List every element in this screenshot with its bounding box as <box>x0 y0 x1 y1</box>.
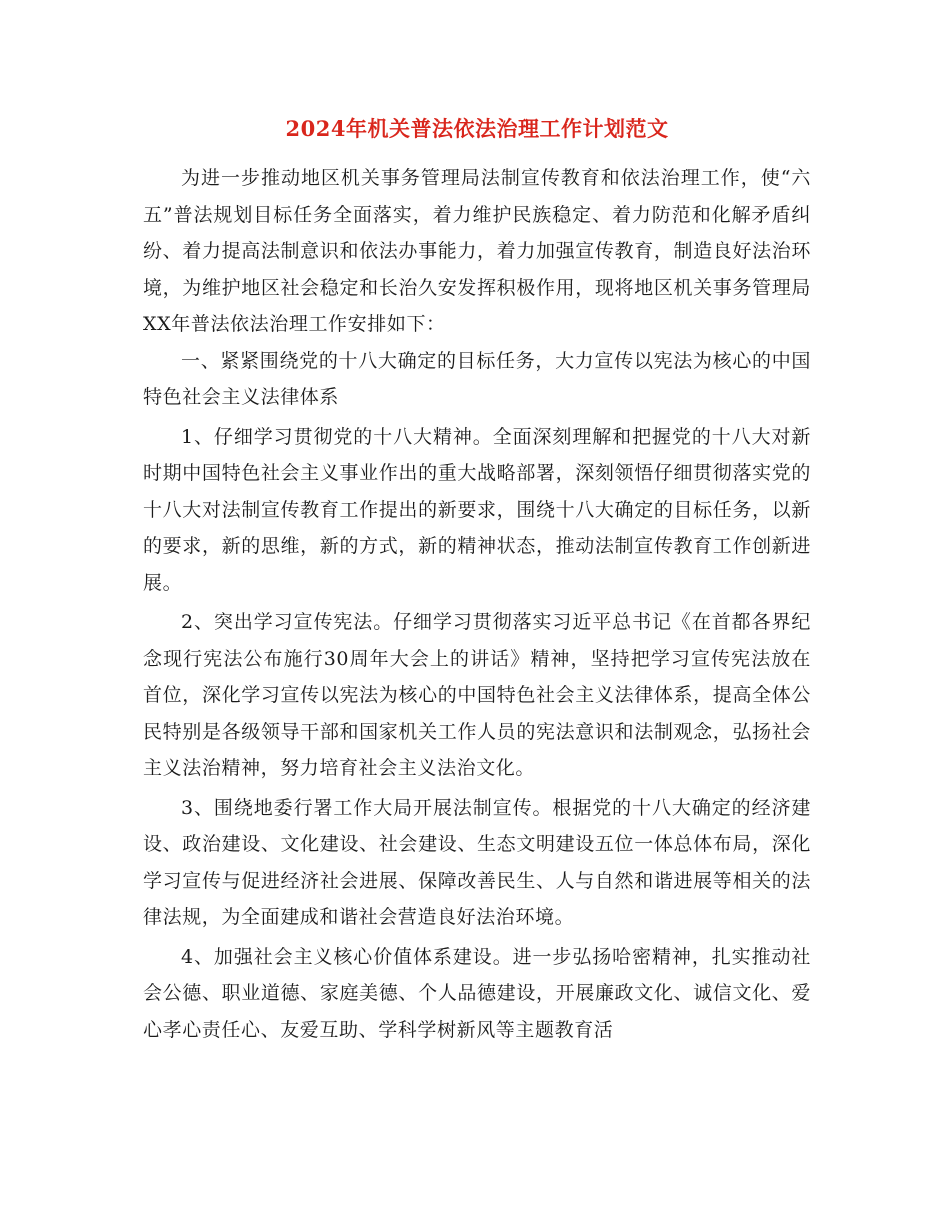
item-paragraph-4: 4、加强社会主义核心价值体系建设。进一步弘扬哈密精神，扎实推动社会公德、职业道德、家庭美德、个人品德建设，开展廉政文化、诚信文化、爱心孝心责任心、友爱互助、学科学树新风等主题教育活 <box>143 945 811 1041</box>
document-title: 2024年机关普法依法治理工作计划范文 <box>285 116 669 141</box>
item-paragraph-3: 3、围绕地委行署工作大局开展法制宣传。根据党的十八大确定的经济建设、政治建设、文化建设、社会建设、生态文明建设五位一体总体布局，深化学习宣传与促进经济社会进展、保障改善民生、人与自然和谐进展等相关的法律法规，为全面建成和谐社会营造良好法治环境。 <box>143 796 811 928</box>
item-paragraph-1: 1、仔细学习贯彻党的十八大精神。全面深刻理解和把握党的十八大对新时期中国特色社会主义事业作出的重大战略部署，深刻领悟仔细贯彻落实党的十八大对法制宣传教育工作提出的新要求，围绕十八大确定的目标任务，以新的要求，新的思维，新的方式，新的精神状态，推动法制宣传教育工作创新进展。 <box>143 425 811 594</box>
item-paragraph-2: 2、突出学习宣传宪法。仔细学习贯彻落实习近平总书记《在首都各界纪念现行宪法公布施行30周年大会上的讲话》精神，坚持把学习宣传宪法放在首位，深化学习宣传以宪法为核心的中国特色社会主义法律体系，提高全体公民特别是各级领导干部和国家机关工作人员的宪法意识和法制观念，弘扬社会主义法治精神，努力培育社会主义法治文化。 <box>143 611 811 779</box>
section-heading-1: 一、紧紧围绕党的十八大确定的目标任务，大力宣传以宪法为核心的中国特色社会主义法律体系 <box>143 349 811 408</box>
document-page <box>143 112 811 1048</box>
intro-paragraph: 为进一步推动地区机关事务管理局法制宣传教育和依法治理工作，使“六五”普法规划目标任务全面落实，着力维护民族稳定、着力防范和化解矛盾纠纷、着力提高法制意识和依法办事能力，着力加强宣传教育，制造良好法治环境，为维护地区社会稳定和长治久安发挥积极作用，现将地区机关事务管理局XX年普法依法治理工作安排如下： <box>143 167 811 335</box>
